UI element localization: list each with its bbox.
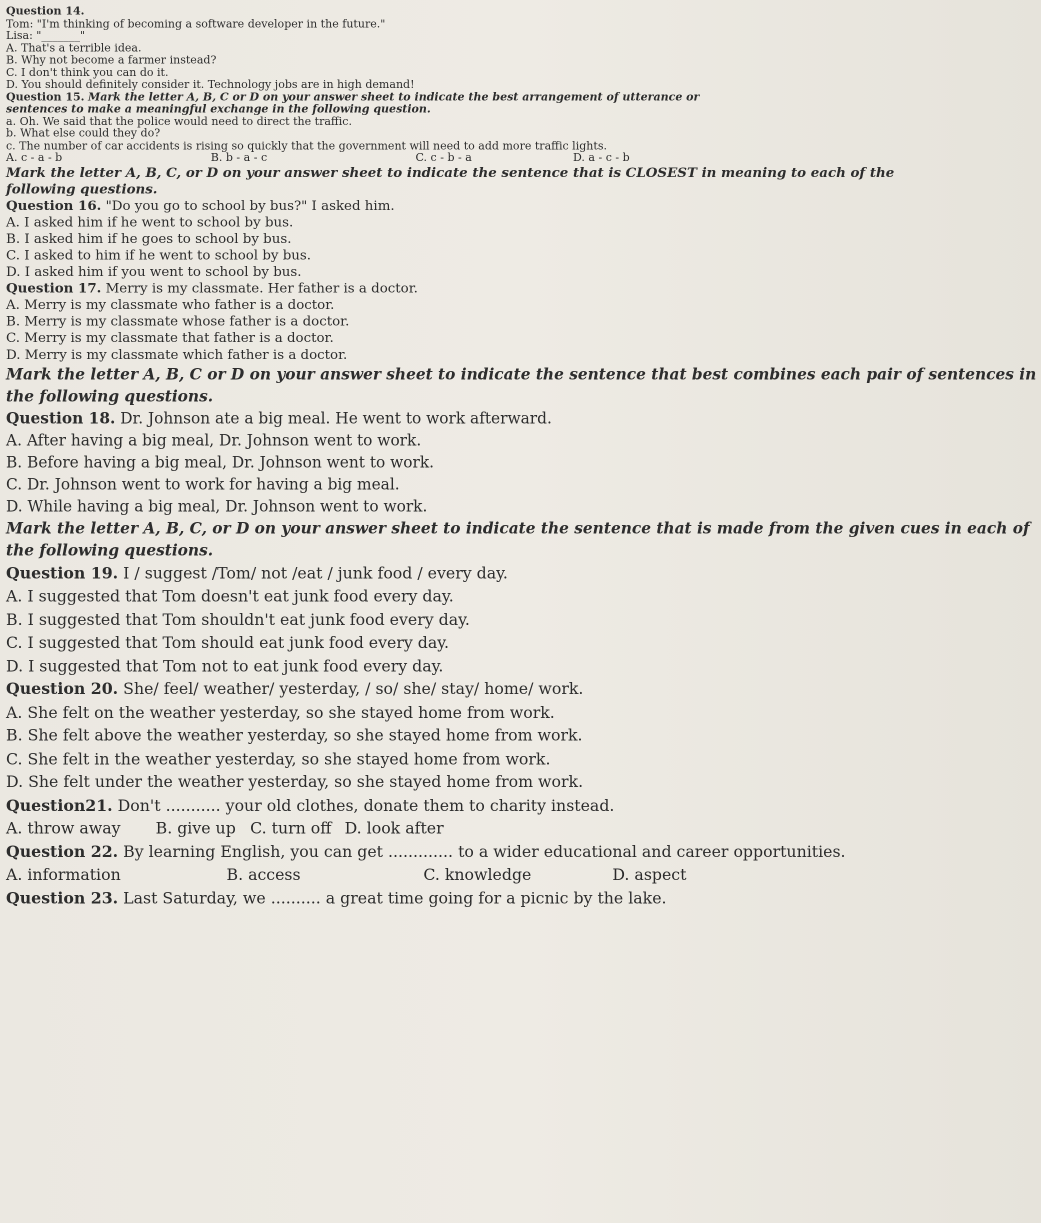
q15-instruction-1: Mark the letter A, B, C or D on your answer sheet to indicate the best arrangement of utterance or: [88, 90, 700, 104]
q21-title: Question21.: [6, 795, 113, 815]
q16-option-b: B. I asked him if he goes to school by bus.: [6, 230, 292, 247]
q14-option-b: B. Why not become a farmer instead?: [6, 54, 217, 67]
q14-prompt: Tom: "I'm thinking of becoming a software developer in the future.": [6, 17, 386, 31]
q17-title: Question 17.: [6, 280, 102, 297]
q22-option-d: D. aspect: [612, 865, 687, 885]
q16-title: Question 16.: [6, 197, 102, 214]
q16-option-d: D. I asked him if you went to school by bus.: [6, 263, 302, 280]
synonym-instruction-2: following questions.: [6, 181, 158, 197]
q15-options: [6, 152, 809, 164]
q23-title: Question 23.: [6, 888, 119, 908]
q19-option-b: B. I suggested that Tom shouldn't eat junk food every day.: [6, 609, 470, 629]
q17-option-a: A. Merry is my classmate who father is a doctor.: [6, 296, 335, 313]
q14-reply: Lisa: "_______": [6, 29, 86, 43]
q20-title: Question 20.: [6, 679, 119, 699]
q21-option-b: B. give up: [155, 818, 236, 838]
q18-title: Question 18.: [6, 408, 116, 427]
q22-options: [6, 864, 809, 887]
q22-option-c: C. knowledge: [423, 865, 532, 885]
q19-option-a: A. I suggested that Tom doesn't eat junk food every day.: [6, 586, 454, 606]
worksheet: [6, 5, 1037, 910]
q15-item-a: a. Oh. We said that the police would need to direct the traffic.: [6, 115, 352, 128]
q15-title: Question 15.: [6, 90, 85, 104]
q19-title: Question 19.: [6, 563, 119, 583]
q15-item-c: c. The number of car accidents is rising so quickly that the government will need to add more traffic lights.: [6, 139, 607, 153]
q17-prompt: Merry is my classmate. Her father is a doctor.: [105, 280, 418, 297]
q14-option-c: C. I don't think you can do it.: [6, 66, 169, 79]
q14-title: Question 14.: [6, 5, 85, 18]
q15-item-b: b. What else could they do?: [6, 127, 161, 140]
q14-option-d: D. You should definitely consider it. Technology jobs are in high demand!: [6, 78, 415, 92]
q18-option-d: D. While having a big meal, Dr. Johnson went to work.: [6, 496, 428, 516]
q17-option-b: B. Merry is my classmate whose father is a doctor.: [6, 313, 350, 330]
q21-option-d: D. look after: [344, 818, 444, 838]
q15-option-b: B. b - a - c: [210, 151, 268, 165]
q19-option-d: D. I suggested that Tom not to eat junk food every day.: [6, 656, 444, 675]
q20-option-d: D. She felt under the weather yesterday, so she stayed home from work.: [6, 772, 584, 792]
q18-option-a: A. After having a big meal, Dr. Johnson went to work.: [6, 430, 422, 449]
q20-option-c: C. She felt in the weather yesterday, so she stayed home from work.: [6, 748, 551, 768]
q18-option-b: B. Before having a big meal, Dr. Johnson went to work.: [6, 452, 435, 471]
q15-option-d: D. a - c - b: [572, 151, 630, 165]
q16-option-a: A. I asked him if he went to school by bus.: [6, 214, 294, 231]
q18-prompt: Dr. Johnson ate a big meal. He went to work afterward.: [120, 408, 552, 427]
cues-instruction-2: the following questions.: [6, 541, 214, 560]
q22-title: Question 22.: [6, 841, 119, 861]
q16-option-c: C. I asked to him if he went to school by bus.: [6, 247, 312, 264]
q21-prompt: Don't ........... your old clothes, donate them to charity instead.: [117, 795, 615, 815]
q15-option-c: C. c - b - a: [415, 151, 472, 165]
q22-prompt: By learning English, you can get ............. to a wider educational and career opportunities.: [123, 841, 846, 861]
q17-option-c: C. Merry is my classmate that father is a doctor.: [6, 330, 334, 346]
q16-prompt: "Do you go to school by bus?" I asked him.: [105, 197, 395, 214]
cues-instruction-1: Mark the letter A, B, C, or D on your answer sheet to indicate the sentence that is made from the given cues in each of: [6, 519, 1030, 538]
q17-option-d: D. Merry is my classmate which father is a doctor.: [6, 346, 348, 363]
synonym-instruction-1: Mark the letter A, B, C, or D on your answer sheet to indicate the sentence that is CLOSEST in meaning to each of the: [6, 164, 895, 181]
q15-instruction-2: sentences to make a meaningful exchange in the following question.: [6, 102, 431, 116]
q22-option-a: A. information: [6, 865, 121, 885]
q21-options: [6, 817, 809, 840]
q19-prompt: I / suggest /Tom/ not /eat / junk food / every day.: [123, 563, 508, 583]
combine-instruction-1: Mark the letter A, B, C or D on your answer sheet to indicate the sentence that best combines each pair of sentences in: [6, 364, 1037, 383]
q20-option-a: A. She felt on the weather yesterday, so she stayed home from work.: [6, 702, 555, 722]
combine-instruction-2: the following questions.: [6, 386, 214, 405]
q18-option-c: C. Dr. Johnson went to work for having a big meal.: [6, 474, 400, 494]
q19-option-c: C. I suggested that Tom should eat junk food every day.: [6, 632, 450, 652]
q22-option-b: B. access: [226, 865, 301, 885]
q21-option-c: C. turn off: [250, 818, 332, 838]
q15-option-a: A. c - a - b: [6, 151, 63, 165]
q14-option-a: A. That's a terrible idea.: [6, 41, 142, 55]
q23-prompt: Last Saturday, we .......... a great time going for a picnic by the lake.: [123, 888, 667, 908]
q20-option-b: B. She felt above the weather yesterday, so she stayed home from work.: [6, 725, 583, 745]
q21-option-a: A. throw away: [6, 818, 121, 838]
q20-prompt: She/ feel/ weather/ yesterday, / so/ she/ stay/ home/ work.: [123, 679, 584, 699]
